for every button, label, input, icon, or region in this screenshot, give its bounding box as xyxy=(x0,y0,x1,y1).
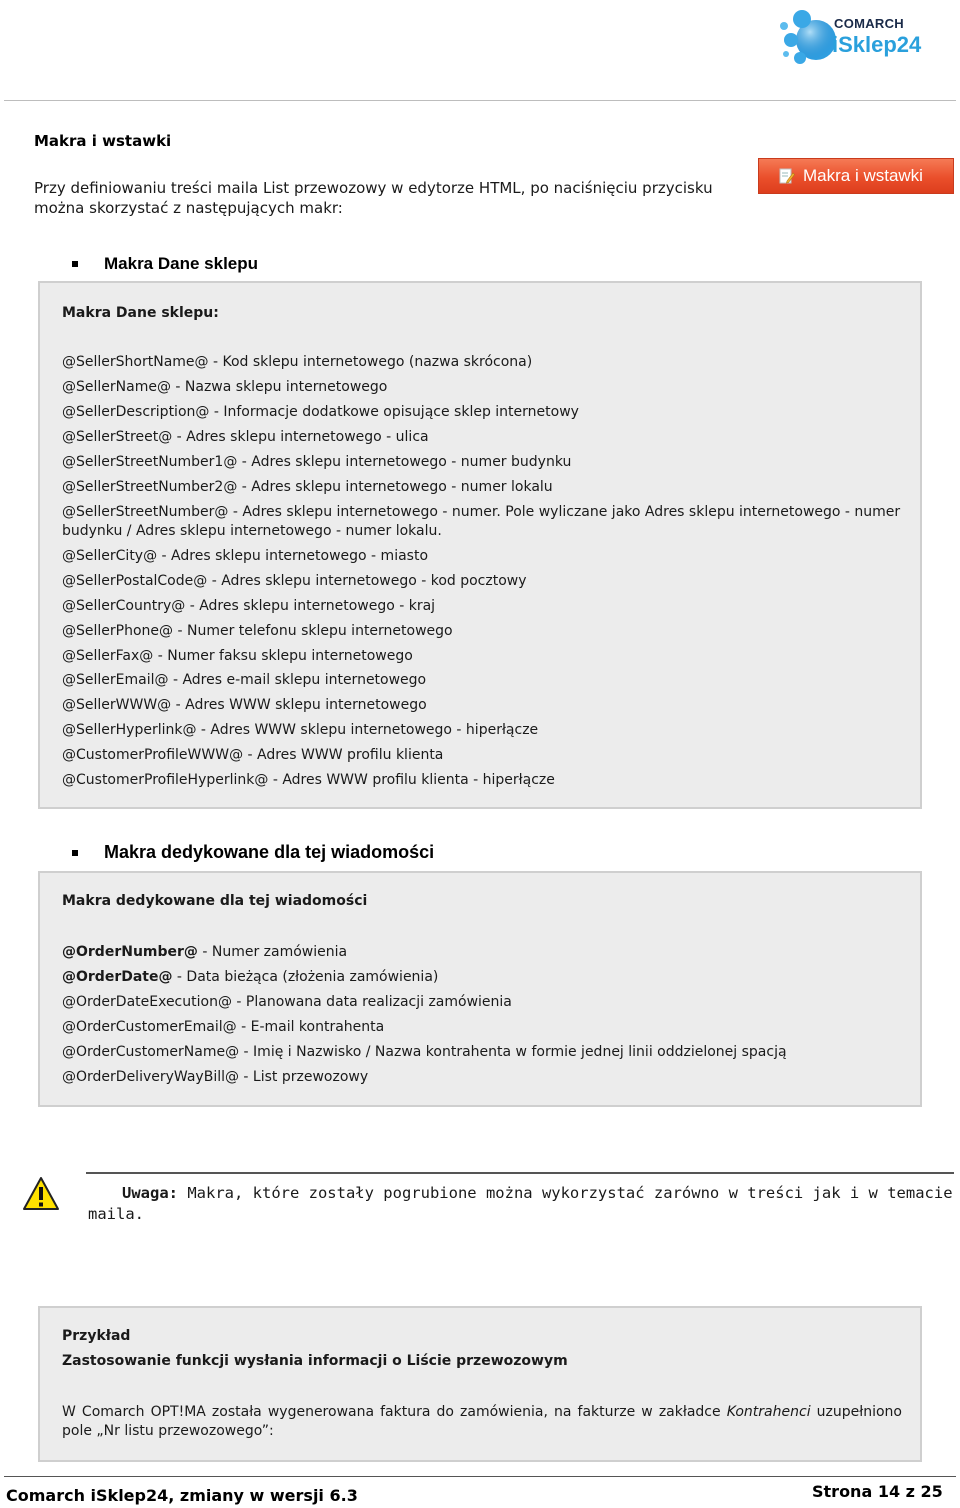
macro-line: @SellerCity@ - Adres sklepu internetowego - miasto xyxy=(62,548,429,564)
section-heading-dedykowane xyxy=(72,842,434,863)
example-paragraph xyxy=(62,1403,902,1441)
macro-line: @CustomerProfileHyperlink@ - Adres WWW profilu klienta - hiperłącze xyxy=(62,772,555,788)
footer-divider xyxy=(4,1476,956,1477)
macro-line: @SellerStreetNumber@ - Adres sklepu internetowego - numer. Pole wyliczane jako Adres sklepu internetowego - numer budynku / Adres sklepu internetowego - numer lokalu. xyxy=(62,504,901,539)
intro-paragraph: Przy definiowaniu treści maila List przewozowy w edytorze HTML, po naciśnięciu przycisku można skorzystać z następujących makr: xyxy=(34,179,713,217)
macro-name: @OrderDateExecution@ xyxy=(62,994,232,1010)
macro-desc: - Data bieżąca (złożenia zamówienia) xyxy=(172,969,439,985)
macros-box-dedykowane xyxy=(38,871,922,1107)
macro-desc: - E-mail kontrahenta xyxy=(236,1019,385,1035)
box-title: Makra Dane sklepu: xyxy=(62,305,219,321)
macro-line: @SellerDescription@ - Informacje dodatkowe opisujące sklep internetowy xyxy=(62,404,579,420)
section-heading-dane-sklepu xyxy=(72,254,258,274)
macro-line: @SellerStreetNumber2@ - Adres sklepu internetowego - numer lokalu xyxy=(62,479,553,495)
macros-box-dane-sklepu xyxy=(38,281,922,809)
example-text-italic: Kontrahenci xyxy=(726,1404,811,1420)
section-heading-text: Makra dedykowane dla tej wiadomości xyxy=(104,842,435,862)
logo-bubbles-icon xyxy=(778,4,840,68)
macro-line: @SellerPhone@ - Numer telefonu sklepu internetowego xyxy=(62,623,453,639)
example-label: Przykład xyxy=(62,1328,131,1344)
logo-product: iSklep24 xyxy=(832,32,922,57)
macro-name: @OrderCustomerName@ xyxy=(62,1044,240,1060)
macro-desc: - Imię i Nazwisko / Nazwa kontrahenta w formie jednej linii oddzielonej spacją xyxy=(239,1044,787,1060)
bullet-square-icon xyxy=(72,850,78,856)
macro-line xyxy=(62,968,908,987)
macro-line: @SellerStreetNumber1@ - Adres sklepu internetowego - numer budynku xyxy=(62,454,572,470)
macro-name: @OrderDeliveryWayBill@ xyxy=(62,1069,239,1085)
footer-doc-title: Comarch iSklep24, zmiany w wersji 6.3 xyxy=(6,1486,358,1505)
makra-button-label: Makra i wstawki xyxy=(803,166,923,185)
macro-line: @SellerFax@ - Numer faksu sklepu internetowego xyxy=(62,648,413,664)
makra-i-wstawki-button[interactable] xyxy=(758,158,954,194)
macro-desc: - Numer zamówienia xyxy=(197,944,348,960)
example-text-after: uzupełniono pole „Nr listu przewozowego”: xyxy=(62,1404,902,1439)
macro-line: @SellerEmail@ - Adres e-mail sklepu internetowego xyxy=(62,672,427,688)
footer-page-number: Strona 14 z 25 xyxy=(812,1482,943,1501)
edit-page-icon xyxy=(779,168,795,184)
page-title: Makra i wstawki xyxy=(34,132,172,150)
warning-triangle-icon xyxy=(22,1176,60,1212)
macro-line: @SellerStreet@ - Adres sklepu internetowego - ulica xyxy=(62,429,429,445)
warning-divider xyxy=(86,1172,954,1174)
macro-desc: - List przewozowy xyxy=(238,1069,369,1085)
macro-desc: - Planowana data realizacji zamówienia xyxy=(231,994,512,1010)
macro-line: @SellerCountry@ - Adres sklepu internetowego - kraj xyxy=(62,598,436,614)
comarch-isklep24-logo xyxy=(778,4,938,68)
logo-brand: COMARCH xyxy=(834,16,904,31)
macro-name: @OrderCustomerEmail@ xyxy=(62,1019,237,1035)
macro-name-bold: @OrderDate@ xyxy=(62,969,173,985)
example-text-before: W Comarch OPT!MA została wygenerowana faktura do zamówienia, na fakturze w zakładce xyxy=(62,1404,727,1420)
macro-line: @SellerShortName@ - Kod sklepu internetowego (nazwa skrócona) xyxy=(62,354,533,370)
warning-note xyxy=(88,1183,958,1225)
macro-line xyxy=(62,1018,908,1037)
macro-line: @SellerHyperlink@ - Adres WWW sklepu internetowego - hiperłącze xyxy=(62,722,539,738)
macro-name-bold: @OrderNumber@ xyxy=(62,944,198,960)
macro-line xyxy=(62,1068,908,1087)
box-title: Makra dedykowane dla tej wiadomości xyxy=(62,893,368,909)
example-subtitle: Zastosowanie funkcji wysłania informacji o Liście przewozowym xyxy=(62,1353,568,1369)
macro-line: @SellerWWW@ - Adres WWW sklepu internetowego xyxy=(62,697,427,713)
macro-line: @CustomerProfileWWW@ - Adres WWW profilu klienta xyxy=(62,747,444,763)
macro-line xyxy=(62,1043,908,1062)
warning-label: Uwaga: xyxy=(122,1184,178,1202)
warning-text: Makra, które zostały pogrubione można wykorzystać zarówno w treści jak i w temacie maila. xyxy=(88,1184,953,1223)
macro-line xyxy=(62,993,908,1012)
section-heading-text: Makra Dane sklepu xyxy=(104,254,259,273)
header-divider xyxy=(4,100,956,101)
bullet-square-icon xyxy=(72,261,78,267)
macro-line: @SellerPostalCode@ - Adres sklepu internetowego - kod pocztowy xyxy=(62,573,527,589)
example-box xyxy=(38,1306,922,1462)
macro-line xyxy=(62,943,908,962)
macro-line: @SellerName@ - Nazwa sklepu internetowego xyxy=(62,379,388,395)
